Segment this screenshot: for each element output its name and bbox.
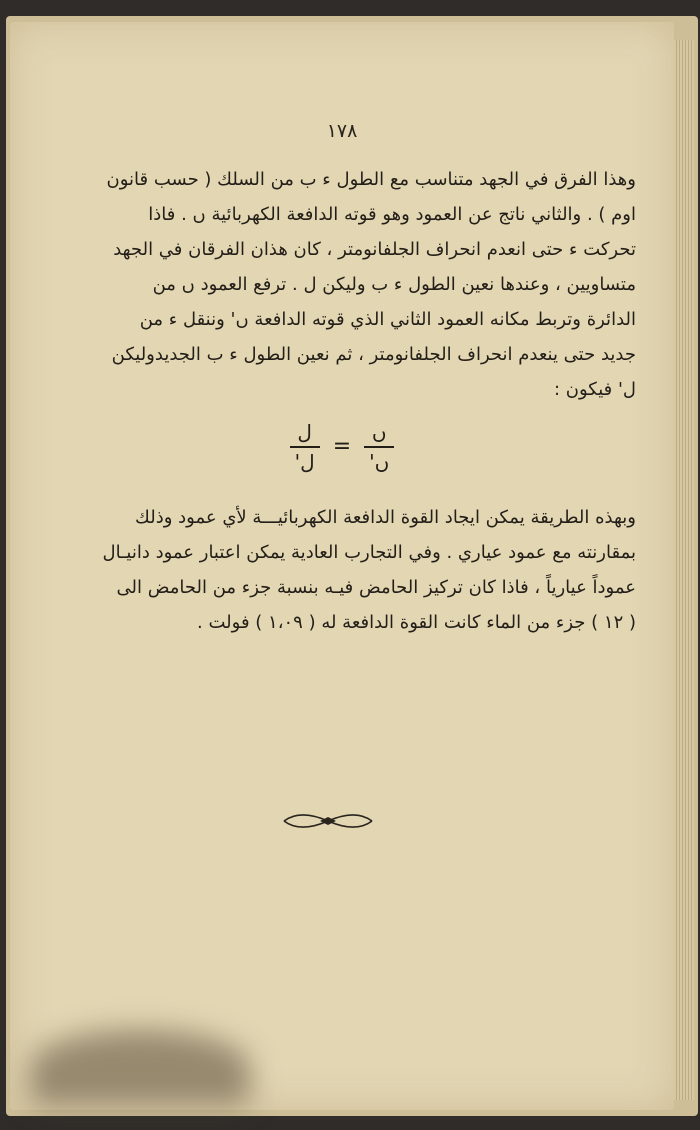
fraction-denominator: ل': [294, 449, 315, 474]
fraction-numerator: ں: [371, 420, 387, 444]
fraction-length: [289, 420, 321, 474]
fraction-bar: [364, 446, 394, 448]
text-line: وهذا الفرق في الجهد متناسب مع الطول ء ب من السلك ( حسب قانون: [106, 169, 636, 190]
text-line: وبهذه الطريقة يمكن ايجاد القوة الدافعة الكهربائيـــة لأي عمود وذلك: [135, 507, 636, 528]
fraction-emf: [363, 420, 395, 474]
text-line: عموداً عيارياً ، فاذا كان تركيز الحامض فيـه بنسبة جزء من الحامض الى: [116, 577, 636, 598]
fraction-denominator: ں': [369, 449, 390, 474]
text-line: ( ١٢ ) جزء من الماء كانت القوة الدافعة له ( ١،٠٩ ) فولت .: [197, 612, 636, 633]
text-line: بمقارنته مع عمود عياري . وفي التجارب العادية يمكن اعتبار عمود دانيـال: [102, 542, 636, 563]
text-line: متساويين ، وعندها نعين الطول ء ب وليكن ل . ترفع العمود ں من: [152, 274, 636, 295]
page-stack-edge: [674, 40, 694, 1100]
text-line: اوم ) . والثاني ناتج عن العمود وهو قوته الدافعة الكهربائية ں . فاذا: [148, 204, 636, 225]
text-line: تحركت ء حتى انعدم انحراف الجلفانومتر ، كان هذان الفرقان في الجهد: [113, 239, 636, 260]
fraction-bar: [290, 446, 320, 448]
book-page: [10, 22, 674, 1110]
text-line: الدائرة وتربط مكانه العمود الثاني الذي قوته الدافعة ں' وننقل ء من: [139, 309, 636, 330]
ratio-formula: [10, 420, 674, 474]
paragraph-2: [48, 500, 636, 640]
text-line: جديد حتى ينعدم انحراف الجلفانومتر ، ثم نعين الطول ء ب الجديدوليكن: [111, 344, 636, 365]
page-stain: [30, 1030, 250, 1105]
decorative-swash-icon: [282, 810, 374, 832]
paragraph-1: [48, 162, 636, 407]
page-number: ١٧٨: [326, 120, 358, 142]
fraction-numerator: ل: [297, 420, 312, 444]
text-line: ل' فيكون :: [553, 379, 636, 400]
equals-sign: =: [332, 434, 352, 460]
